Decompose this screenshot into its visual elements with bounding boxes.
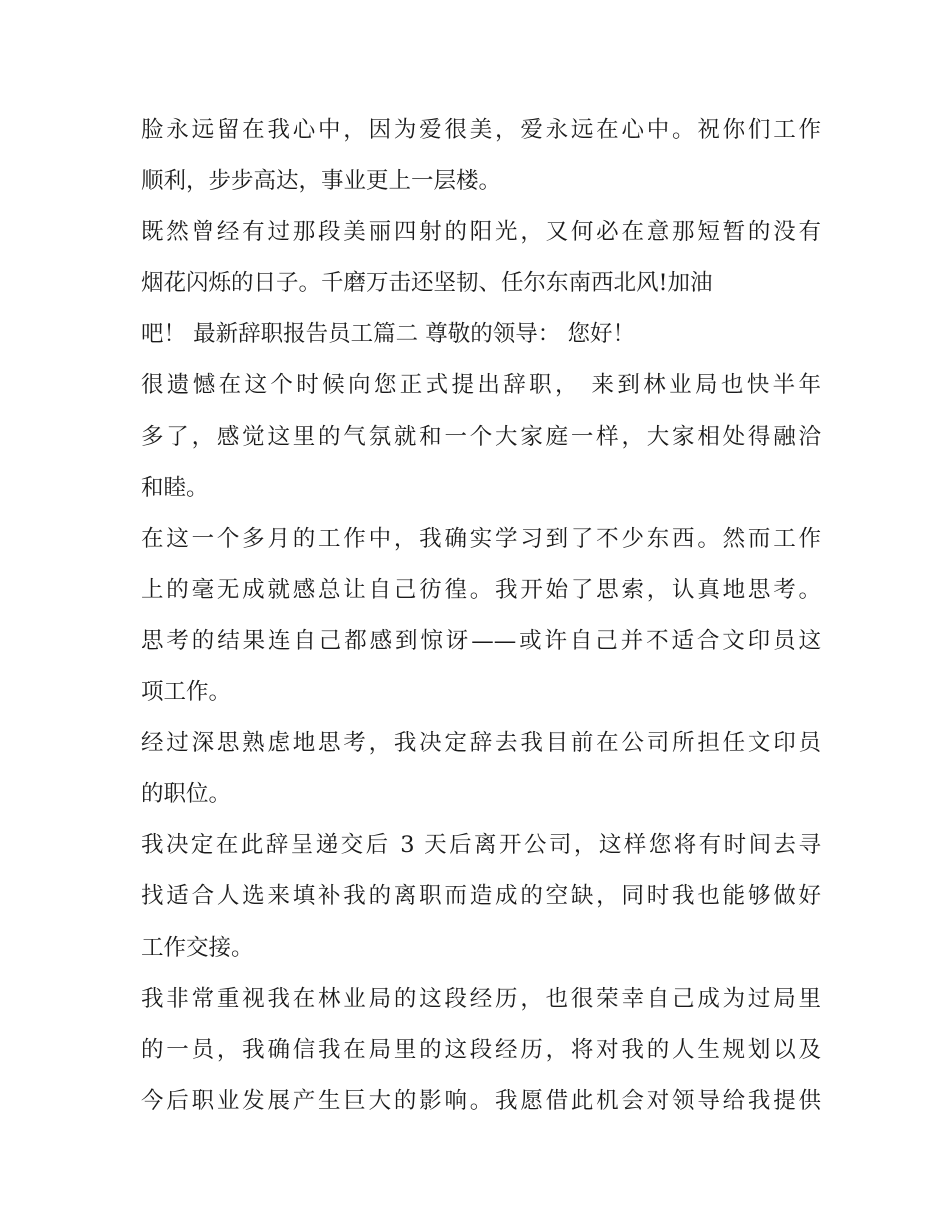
text-line: 上的毫无成就感总让自己彷徨。我开始了思索，认真地思考。 <box>141 576 821 603</box>
document-body <box>141 105 821 1127</box>
text-line: 的职位。 <box>141 781 232 808</box>
text-line: 经过深思熟虑地思考，我决定辞去我目前在公司所担任文印员 <box>141 730 821 757</box>
text-line: 烟花闪烁的日子。千磨万击还坚韧、任尔东南西北风!加油 <box>141 270 713 297</box>
text-line: 找适合人选来填补我的离职而造成的空缺，同时我也能够做好 <box>141 883 821 910</box>
text-line: 我非常重视我在林业局的这段经历，也很荣幸自己成为过局里 <box>141 985 821 1012</box>
text-line: 工作交接。 <box>141 934 254 961</box>
text-line: 和睦。 <box>141 474 209 501</box>
text-line: 既然曾经有过那段美丽四射的阳光，又何必在意那短暂的没有 <box>141 219 821 246</box>
text-line: 脸永远留在我心中，因为爱很美，爱永远在心中。祝你们工作 <box>141 117 821 143</box>
text-line: 很遗憾在这个时候向您正式提出辞职， 来到林业局也快半年 <box>141 372 821 399</box>
text-line: 在这一个多月的工作中，我确实学习到了不少东西。然而工作 <box>141 525 821 552</box>
text-line: 多了，感觉这里的气氛就和一个大家庭一样，大家相处得融洽 <box>141 423 821 450</box>
text-line: 项工作。 <box>141 679 232 706</box>
text-line: 的一员，我确信我在局里的这段经历，将对我的人生规划以及 <box>141 1036 821 1063</box>
text-line: 顺利，步步高达，事业更上一层楼。 <box>141 168 502 195</box>
text-line: 今后职业发展产生巨大的影响。我愿借此机会对领导给我提供 <box>141 1087 821 1114</box>
text-line: 我决定在此辞呈递交后 3 天后离开公司，这样您将有时间去寻 <box>141 832 821 859</box>
text-line: 思考的结果连自己都感到惊讶——或许自己并不适合文印员这 <box>141 627 821 654</box>
text-line: 吧！ 最新辞职报告员工篇二 尊敬的领导： 您好！ <box>141 321 635 348</box>
